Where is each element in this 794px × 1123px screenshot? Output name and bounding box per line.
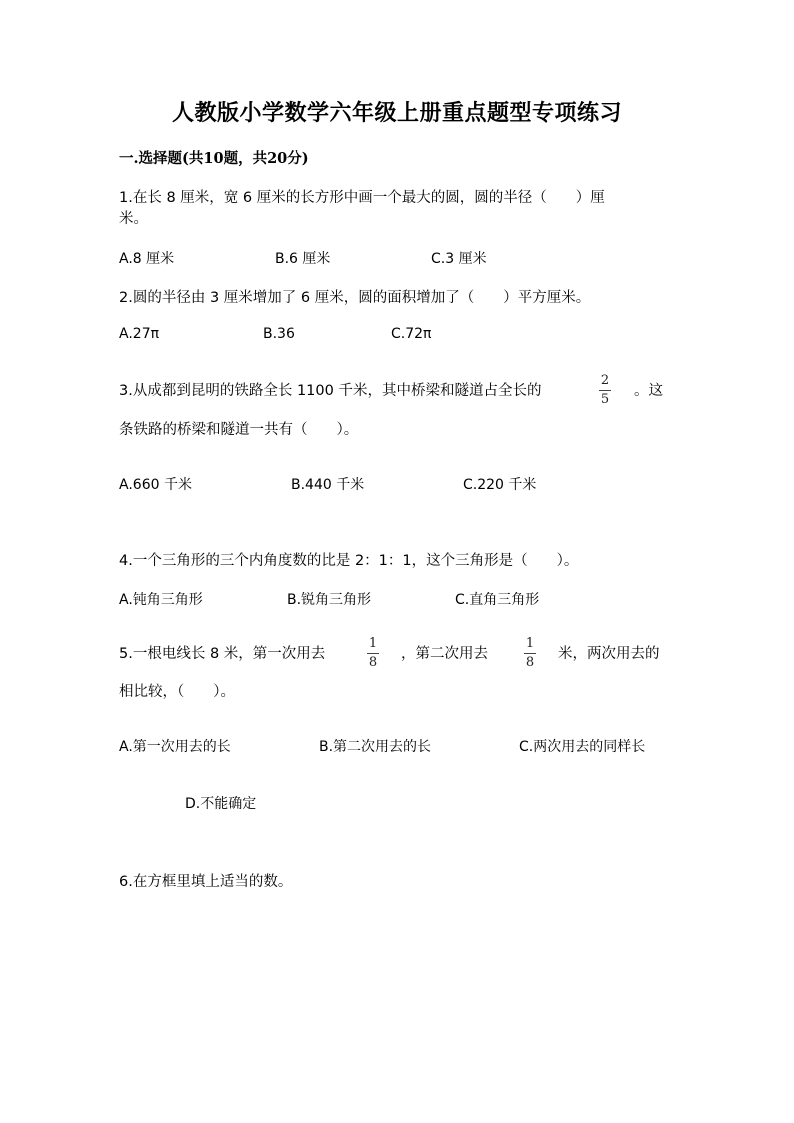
question-5-option-d[interactable]: D.不能确定	[185, 796, 257, 812]
section-heading: 一.选择题(共10题，共20分)	[119, 150, 309, 167]
question-2-option-b[interactable]: B.36	[263, 326, 295, 342]
fraction-bar	[524, 653, 536, 654]
fraction-numerator: 2	[600, 373, 610, 388]
question-2-text: 2.圆的半径由 3 厘米增加了 6 厘米，圆的面积增加了（ ）平方厘米。	[119, 290, 591, 306]
question-1-option-a[interactable]: A.8 厘米	[119, 251, 175, 267]
question-4-option-b[interactable]: B.锐角三角形	[287, 592, 372, 608]
fraction-bar	[367, 653, 379, 654]
fraction-denominator: 5	[600, 392, 610, 407]
question-3-option-c[interactable]: C.220 千米	[463, 477, 537, 493]
question-3-option-a[interactable]: A.660 千米	[119, 477, 192, 493]
question-3-line-2: 条铁路的桥梁和隧道一共有（ ）。	[119, 422, 359, 438]
question-1-option-b[interactable]: B.6 厘米	[275, 251, 331, 267]
question-5-option-c[interactable]: C.两次用去的同样长	[519, 739, 646, 755]
question-4-option-a[interactable]: A.钝角三角形	[119, 592, 203, 608]
question-5-fraction-1	[367, 636, 379, 671]
question-2-option-c[interactable]: C.72π	[391, 326, 432, 342]
question-3-text-end: 。这	[634, 383, 663, 399]
question-3-fraction	[599, 373, 611, 408]
question-5-text-end: 米，两次用去的	[558, 646, 660, 662]
fraction-denominator: 8	[525, 655, 535, 670]
question-3-text-start: 3.从成都到昆明的铁路全长 1100 千米，其中桥梁和隧道占全长的	[119, 383, 542, 399]
question-5-option-b[interactable]: B.第二次用去的长	[319, 739, 432, 755]
fraction-numerator: 1	[525, 636, 535, 651]
question-1-line-2: 米。	[119, 211, 148, 227]
question-4-option-c[interactable]: C.直角三角形	[455, 592, 540, 608]
fraction-denominator: 8	[368, 655, 378, 670]
question-5-line-2: 相比较，（ ）。	[119, 684, 235, 700]
page-title: 人教版小学数学六年级上册重点题型专项练习	[171, 100, 622, 126]
question-5-fraction-2	[524, 636, 536, 671]
question-5-text-start: 5.一根电线长 8 米，第一次用去	[119, 646, 326, 662]
question-5-text-middle: ，第二次用去	[401, 646, 488, 662]
question-1-line-1: 1.在长 8 厘米，宽 6 厘米的长方形中画一个最大的圆，圆的半径（ ）厘	[119, 190, 605, 206]
question-3-option-b[interactable]: B.440 千米	[291, 477, 365, 493]
question-2-option-a[interactable]: A.27π	[119, 326, 160, 342]
question-5-option-a[interactable]: A.第一次用去的长	[119, 739, 231, 755]
question-4-text: 4.一个三角形的三个内角度数的比是 2：1：1，这个三角形是（ ）。	[119, 553, 579, 569]
question-1-option-c[interactable]: C.3 厘米	[431, 251, 487, 267]
fraction-bar	[599, 390, 611, 391]
question-6-text: 6.在方框里填上适当的数。	[119, 874, 293, 890]
fraction-numerator: 1	[368, 636, 378, 651]
